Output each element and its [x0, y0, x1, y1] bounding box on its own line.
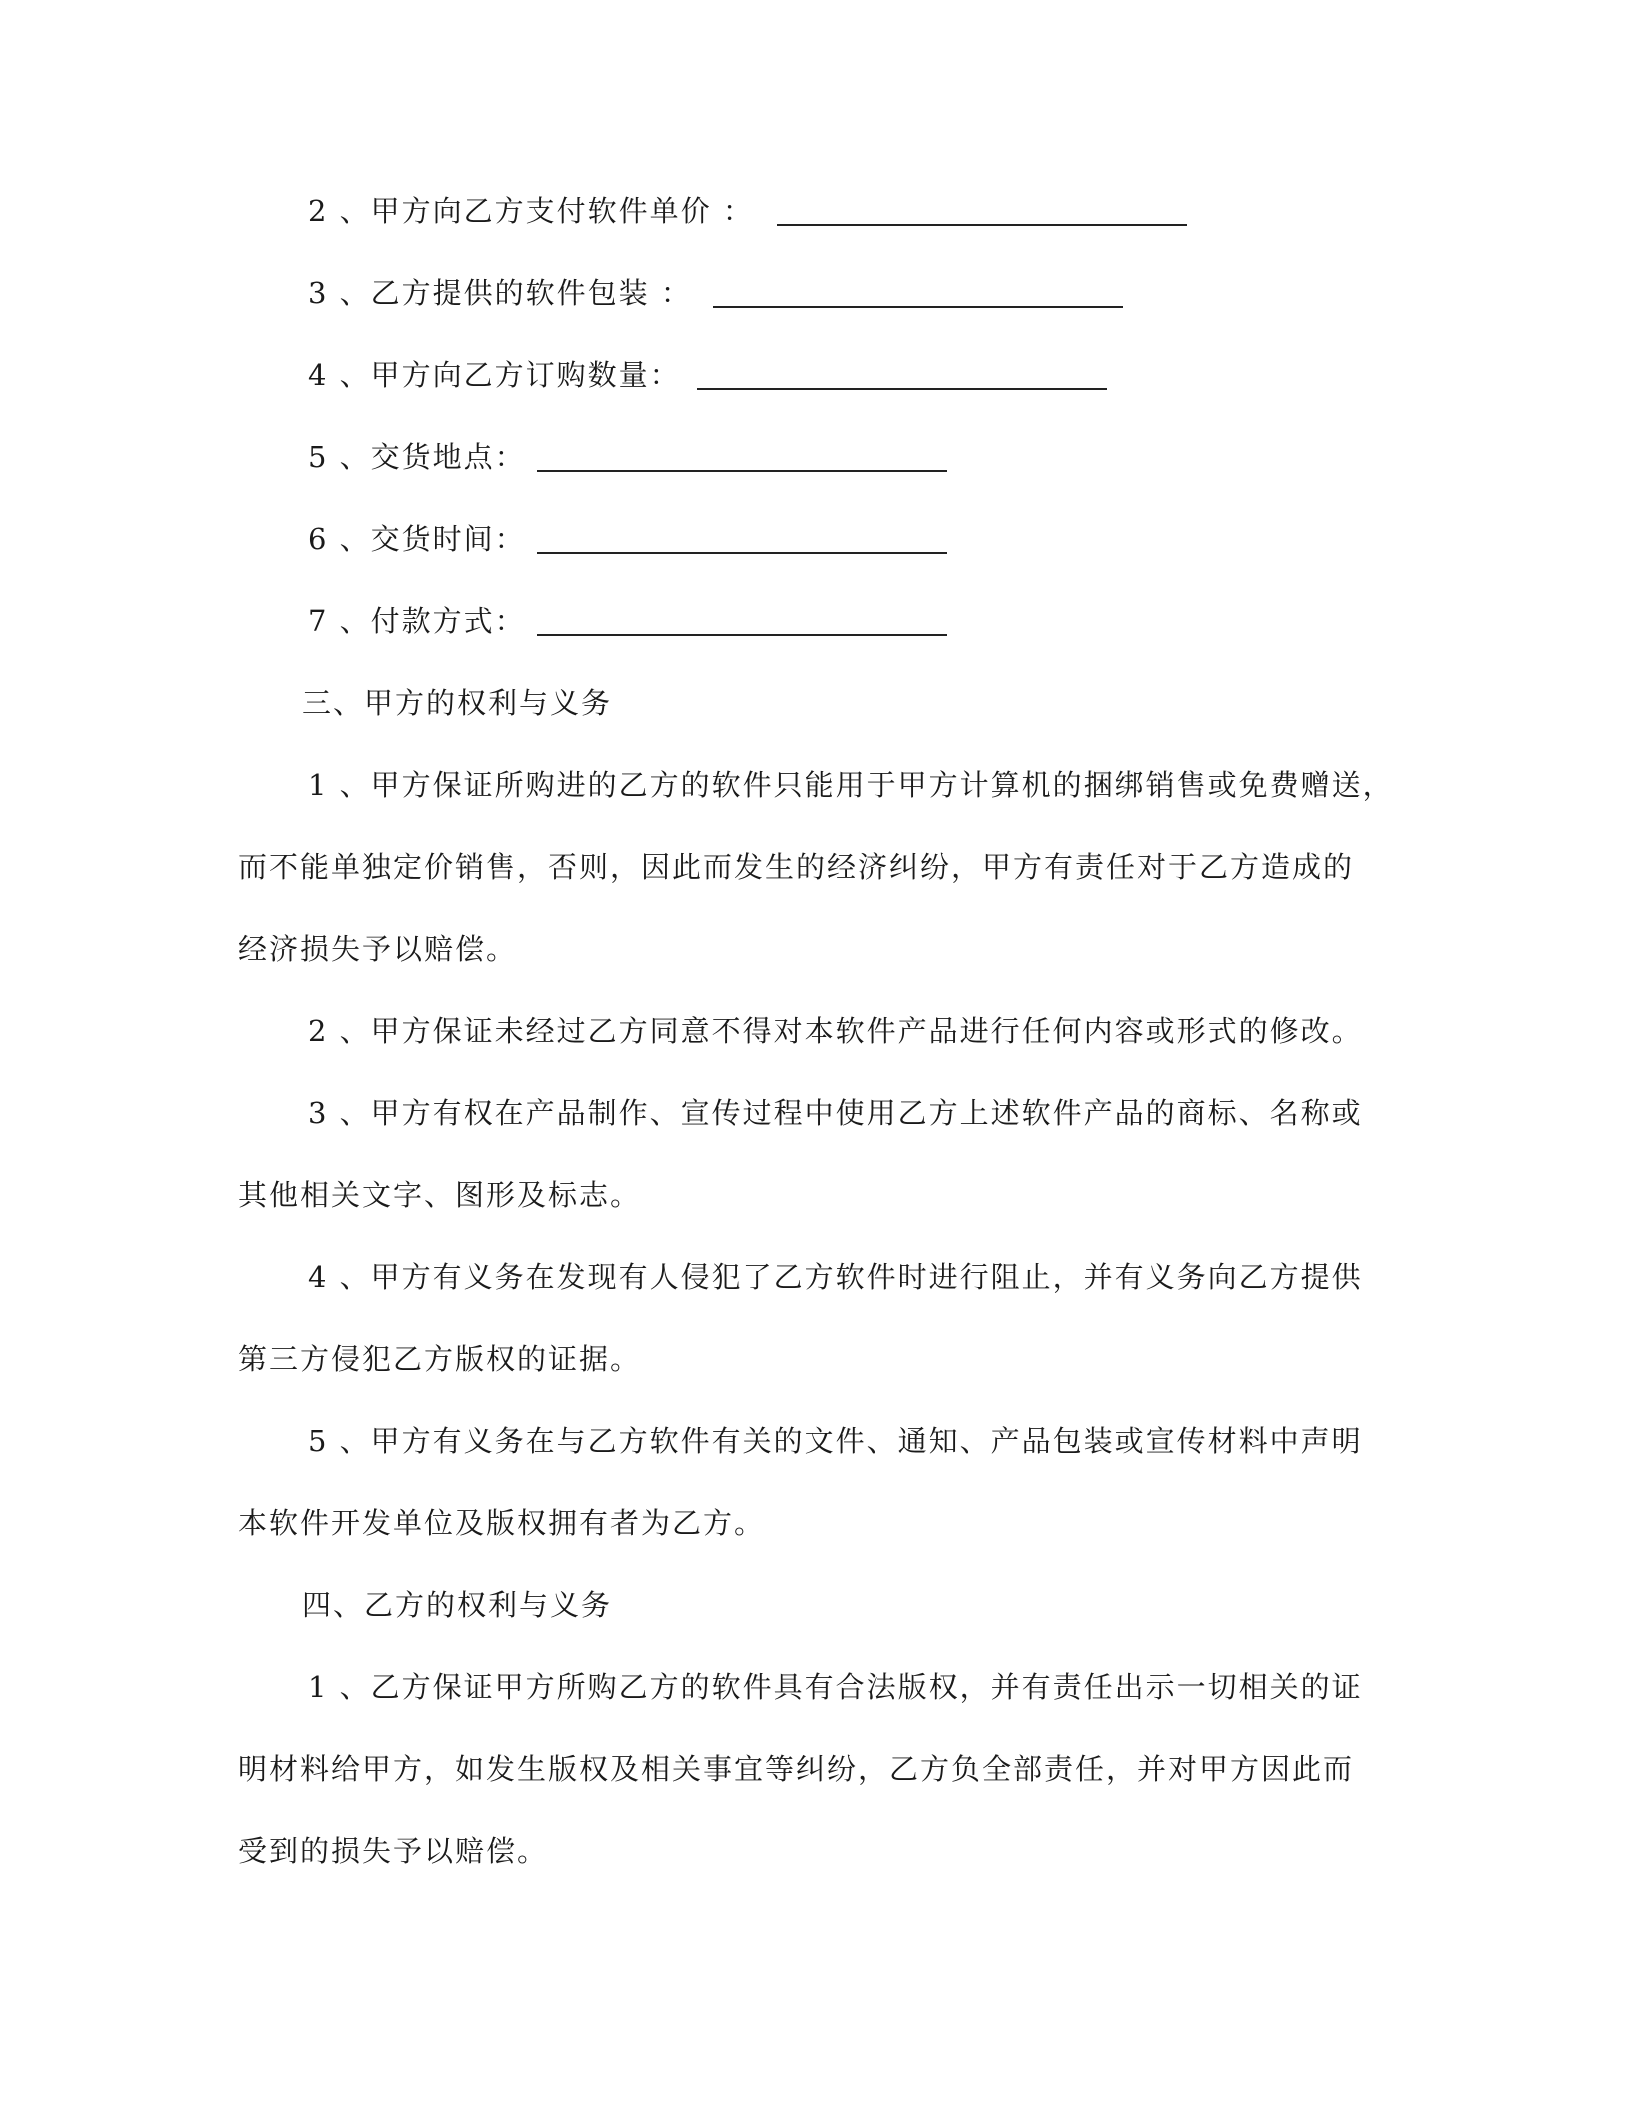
field-label-delivery-location: 5 、交货地点：: [308, 440, 526, 474]
paragraph-line: 受到的损失予以赔偿。: [238, 1834, 549, 1868]
field-label-quantity: 4 、甲方向乙方订购数量：: [308, 358, 681, 392]
field-blank-quantity[interactable]: [697, 388, 1107, 390]
paragraph-line: 本软件开发单位及版权拥有者为乙方。: [238, 1506, 766, 1540]
paragraph-line: 1 、乙方保证甲方所购乙方的软件具有合法版权，并有责任出示一切相关的证: [308, 1670, 1363, 1704]
section-heading-party-a: 三、甲方的权利与义务: [302, 686, 613, 720]
paragraph-line: 3 、甲方有权在产品制作、宣传过程中使用乙方上述软件产品的商标、名称或: [308, 1096, 1363, 1130]
field-label-packaging: 3 、乙方提供的软件包装 ：: [308, 276, 692, 310]
paragraph-line: 第三方侵犯乙方版权的证据。: [238, 1342, 642, 1376]
field-blank-delivery-time[interactable]: [537, 552, 947, 554]
paragraph-line: 5 、甲方有义务在与乙方软件有关的文件、通知、产品包装或宣传材料中声明: [308, 1424, 1363, 1458]
field-blank-packaging[interactable]: [713, 306, 1123, 308]
paragraph-line: 4 、甲方有义务在发现有人侵犯了乙方软件时进行阻止，并有义务向乙方提供: [308, 1260, 1363, 1294]
paragraph-line: 1 、甲方保证所购进的乙方的软件只能用于甲方计算机的捆绑销售或免费赠送，: [308, 768, 1394, 802]
field-label-delivery-time: 6 、交货时间：: [308, 522, 526, 556]
field-blank-payment-method[interactable]: [537, 634, 947, 636]
field-blank-delivery-location[interactable]: [537, 470, 947, 472]
paragraph-line: 2 、甲方保证未经过乙方同意不得对本软件产品进行任何内容或形式的修改。: [308, 1014, 1363, 1048]
paragraph-line: 明材料给甲方，如发生版权及相关事宜等纠纷，乙方负全部责任，并对甲方因此而: [238, 1752, 1355, 1786]
paragraph-line: 而不能单独定价销售，否则，因此而发生的经济纠纷，甲方有责任对于乙方造成的: [238, 850, 1355, 884]
field-label-payment-method: 7 、付款方式：: [308, 604, 526, 638]
field-blank-unit-price[interactable]: [777, 224, 1187, 226]
section-heading-party-b: 四、乙方的权利与义务: [302, 1588, 613, 1622]
paragraph-line: 其他相关文字、图形及标志。: [238, 1178, 642, 1212]
field-label-unit-price: 2 、甲方向乙方支付软件单价 ：: [308, 194, 754, 228]
paragraph-line: 经济损失予以赔偿。: [238, 932, 518, 966]
